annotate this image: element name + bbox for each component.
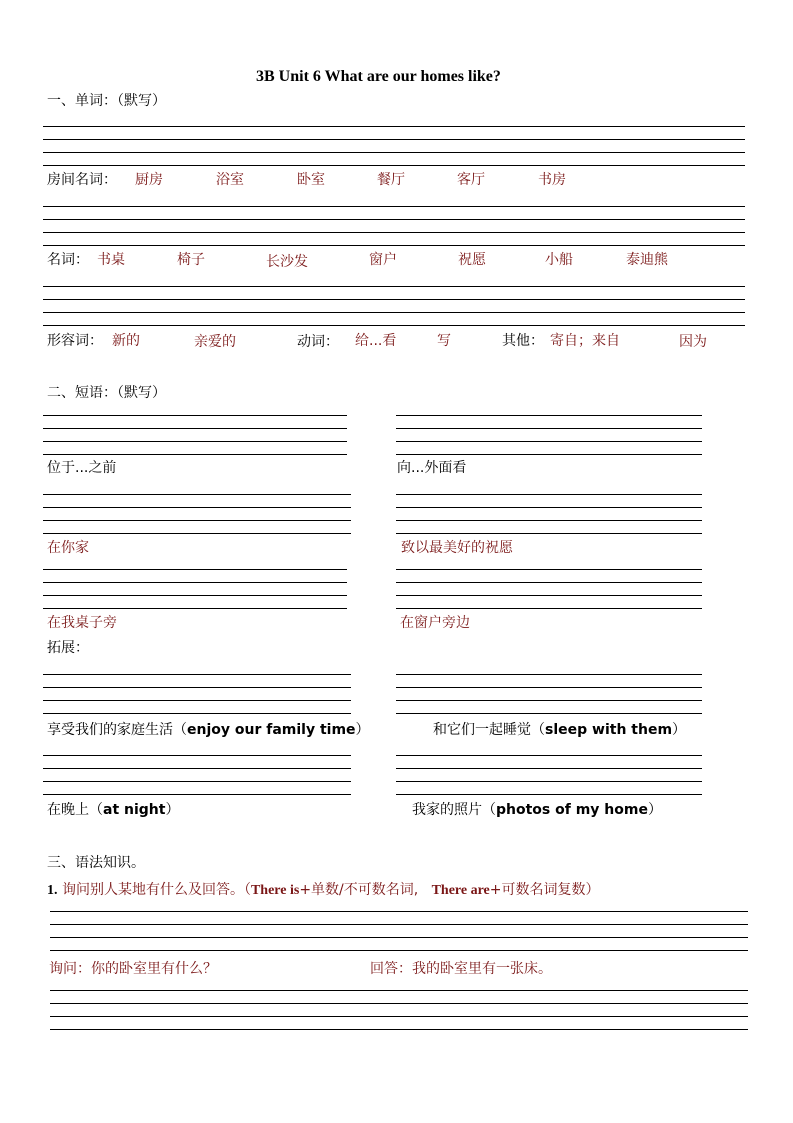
item-number: 1. — [47, 883, 58, 898]
word-new: 新的 — [112, 333, 140, 349]
phrase-en: enjoy our family time — [187, 722, 356, 738]
phrase-look-out-of: 向...外面看 — [397, 460, 467, 476]
close-paren: ） — [647, 802, 662, 818]
rooms-label: 房间名词： — [47, 172, 117, 188]
word-bedroom: 卧室 — [297, 172, 325, 188]
phrase-photos-of-my-home — [412, 803, 662, 817]
rule-there-are-desc: +可数名词复数） — [489, 882, 600, 898]
phrase-cn: 和它们一起睡觉（ — [433, 722, 545, 738]
adj-label: 形容词： — [47, 333, 103, 349]
word-study: 书房 — [538, 172, 566, 188]
section-3-heading: 三、语法知识。 — [47, 855, 145, 871]
close-paren: ） — [355, 722, 370, 738]
phrase-cn: 在晚上（ — [47, 802, 103, 818]
phrase-enjoy-family-time — [47, 723, 370, 737]
rule-there-is-desc: +单数/不可数名词, — [299, 882, 419, 898]
close-paren: ） — [672, 722, 687, 738]
word-desk: 书桌 — [97, 252, 125, 268]
word-living-room: 客厅 — [457, 172, 485, 188]
word-chair: 椅子 — [177, 252, 205, 268]
section-2-heading: 二、短语：（默写） — [47, 385, 166, 401]
word-dear: 亲爱的 — [194, 334, 236, 350]
page-title: 3B Unit 6 What are our homes like? — [256, 68, 501, 85]
answer-sentence: 回答：我的卧室里有一张床。 — [370, 961, 552, 977]
grammar-point-1 — [47, 883, 600, 898]
verbs-label: 动词： — [297, 334, 339, 350]
phrase-by-the-window: 在窗户旁边 — [400, 615, 470, 631]
word-boat: 小船 — [545, 252, 573, 268]
word-kitchen: 厨房 — [135, 172, 163, 188]
phrase-cn: 享受我们的家庭生活（ — [47, 722, 187, 738]
phrase-by-my-desk: 在我桌子旁 — [47, 615, 117, 631]
phrase-at-night — [47, 803, 179, 817]
rule-there-are: There are — [431, 883, 490, 898]
other-label: 其他： — [502, 333, 544, 349]
word-show: 给...看 — [355, 333, 397, 349]
extension-label: 拓展： — [47, 640, 89, 656]
phrase-sleep-with-them — [433, 723, 686, 737]
word-window: 窗户 — [369, 252, 397, 268]
word-sofa: 长沙发 — [266, 254, 308, 270]
word-teddy-bear: 泰迪熊 — [626, 252, 668, 268]
word-because: 因为 — [679, 334, 707, 350]
ask-sentence: 询问：你的卧室里有什么？ — [49, 961, 217, 977]
word-write: 写 — [437, 333, 451, 349]
phrase-in-front-of: 位于...之前 — [47, 460, 117, 476]
grammar-question: 询问别人某地有什么及回答。（ — [61, 882, 251, 898]
phrase-cn: 我家的照片（ — [412, 802, 496, 818]
word-from: 寄自；来自 — [550, 333, 620, 349]
phrase-best-wishes: 致以最美好的祝愿 — [401, 540, 513, 556]
nouns-label: 名词： — [47, 252, 89, 268]
word-bathroom: 浴室 — [216, 172, 244, 188]
rule-there-is: There is — [250, 883, 300, 898]
phrase-en: at night — [103, 802, 166, 818]
section-1-heading: 一、单词：（默写） — [47, 93, 166, 109]
phrase-en: sleep with them — [545, 722, 673, 738]
phrase-en: photos of my home — [496, 802, 648, 818]
word-dining-room: 餐厅 — [377, 172, 405, 188]
phrase-at-your-home: 在你家 — [47, 540, 89, 556]
word-wish: 祝愿 — [458, 252, 486, 268]
close-paren: ） — [165, 802, 180, 818]
